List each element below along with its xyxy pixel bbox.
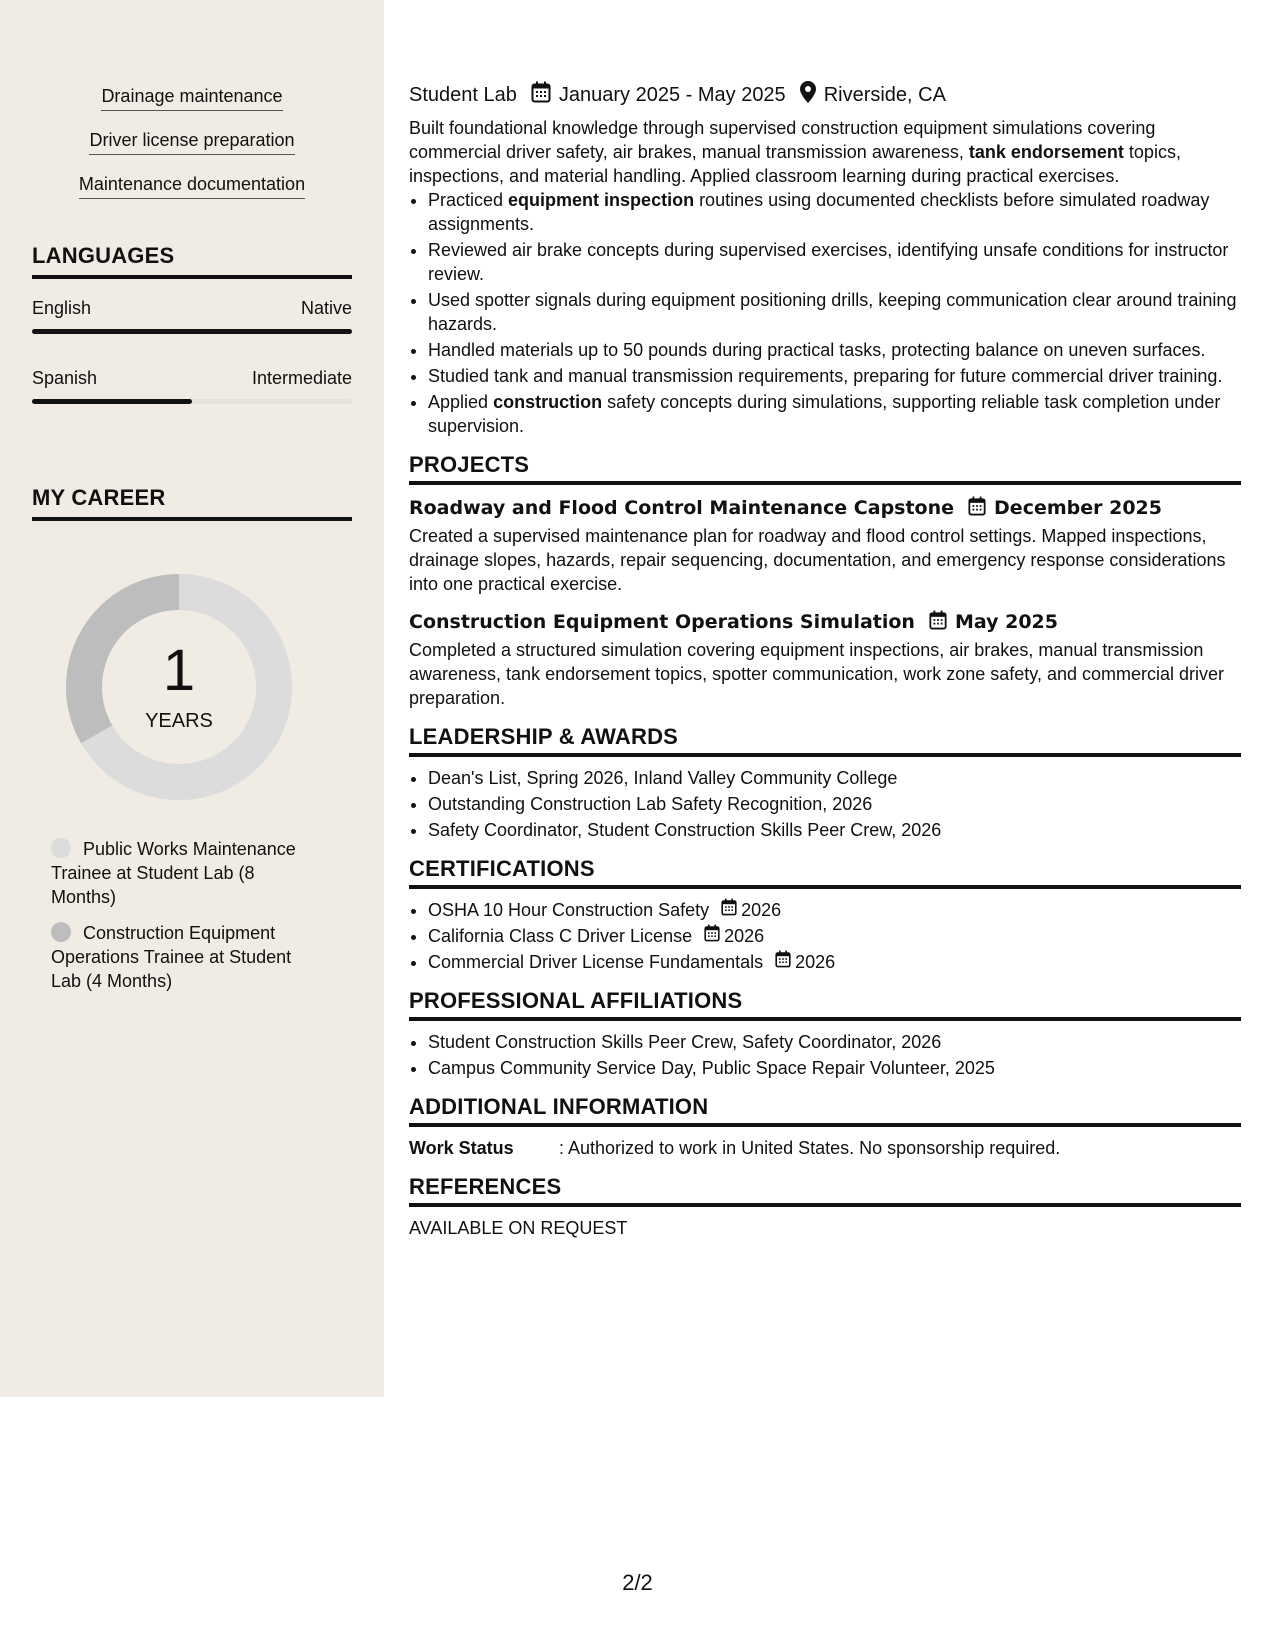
projects-heading: PROJECTS — [409, 452, 1241, 485]
career-item-text: Construction Equipment Operations Trainee at Student Lab (4 Months) — [51, 923, 292, 991]
project-header — [409, 494, 1241, 522]
career-item — [51, 921, 321, 993]
certifications-list — [409, 898, 1241, 974]
language-name: English — [32, 298, 92, 318]
experience-header — [409, 80, 1241, 110]
language-spanish — [32, 368, 352, 404]
project-date: December 2025 — [994, 497, 1162, 519]
language-proficiency-fill — [32, 329, 352, 334]
summary-text: topics, inspections, and material handling. Applied classroom learning during practical exercises. — [409, 142, 1181, 186]
experience-org: Student Lab — [409, 83, 517, 106]
list-item: • Safety Coordinator, Student Construction Skills Peer Crew, 2026 — [428, 818, 1241, 842]
list-item — [428, 950, 1241, 974]
references-heading: REFERENCES — [409, 1174, 1241, 1207]
list-item: • Used spotter signals during equipment positioning drills, keeping communication clear around training hazards. — [428, 288, 1241, 336]
summary-bold: tank endorsement — [968, 142, 1124, 162]
career-years-unit: YEARS — [145, 710, 213, 732]
language-english — [32, 298, 352, 334]
project-header — [409, 608, 1241, 636]
affiliations-heading: PROFESSIONAL AFFILIATIONS — [409, 988, 1241, 1021]
list-item: • Handled materials up to 50 pounds during practical tasks, protecting balance on uneven surfaces. — [428, 338, 1241, 362]
project-description: Created a supervised maintenance plan for roadway and flood control settings. Mapped inspections, drainage slopes, hazards, repair sequencing, documentation, and emergency response considerations into one practical exercise. — [409, 526, 1226, 594]
work-status-row — [409, 1136, 1241, 1160]
list-item: • Studied tank and manual transmission requirements, preparing for future commercial driver training. — [428, 364, 1241, 388]
work-status-label: Work Status — [409, 1138, 514, 1158]
sidebar — [0, 0, 384, 1397]
career-donut-chart — [64, 572, 294, 802]
calendar-icon — [531, 81, 551, 109]
cert-name: • California Class C Driver License — [428, 926, 693, 946]
location-pin-icon — [800, 81, 816, 109]
list-item: • Campus Community Service Day, Public Space Repair Volunteer, 2025 — [428, 1056, 1241, 1080]
career-list — [51, 837, 321, 1005]
language-proficiency-fill — [32, 399, 192, 404]
calendar-icon — [968, 496, 986, 521]
project-title: Construction Equipment Operations Simulation — [409, 611, 915, 633]
experience-bullets — [409, 188, 1241, 438]
calendar-icon — [929, 610, 947, 635]
skill-tag: Drainage maintenance — [101, 84, 282, 111]
list-item: • Outstanding Construction Lab Safety Recognition, 2026 — [428, 792, 1241, 816]
affiliations-list — [409, 1030, 1241, 1080]
references-text: AVAILABLE ON REQUEST — [409, 1218, 628, 1238]
career-heading: MY CAREER — [32, 485, 352, 521]
certifications-heading: CERTIFICATIONS — [409, 856, 1241, 889]
experience-dates: January 2025 - May 2025 — [558, 83, 786, 106]
cert-year: 2026 — [795, 952, 836, 972]
languages-heading: LANGUAGES — [32, 243, 352, 279]
career-legend-dot — [51, 922, 71, 942]
project-description: Completed a structured simulation covering equipment inspections, air brakes, manual transmission awareness, tank endorsement topics, spotter communication, work zone safety, and commercial driver preparation. — [409, 640, 1225, 708]
leadership-list — [409, 766, 1241, 842]
cert-name: • Commercial Driver License Fundamentals — [428, 952, 764, 972]
career-years-number: 1 — [162, 638, 196, 703]
page-number: 2/2 — [622, 1570, 653, 1595]
list-item: • Dean's List, Spring 2026, Inland Valley Community College — [428, 766, 1241, 790]
list-item: • Applied construction safety concepts during simulations, supporting reliable task completion under supervision. — [428, 390, 1241, 438]
calendar-icon — [704, 924, 720, 948]
cert-name: • OSHA 10 Hour Construction Safety — [428, 900, 710, 920]
list-item — [428, 924, 1241, 948]
list-item: • Reviewed air brake concepts during supervised exercises, identifying unsafe conditions for instructor review. — [428, 238, 1241, 286]
list-item: • Practiced equipment inspection routines using documented checklists before simulated roadway assignments. — [428, 188, 1241, 236]
language-proficiency-bar — [32, 329, 352, 334]
calendar-icon — [721, 898, 737, 922]
career-item-text: Public Works Maintenance Trainee at Student Lab (8 Months) — [51, 839, 296, 907]
career-item — [51, 837, 321, 909]
list-item: • Student Construction Skills Peer Crew, Safety Coordinator, 2026 — [428, 1030, 1241, 1054]
summary-text: Built foundational knowledge through supervised construction equipment simulations covering commercial driver safety, air brakes, manual transmission awareness, — [409, 118, 1156, 162]
cert-year: 2026 — [741, 900, 782, 920]
experience-summary — [409, 116, 1241, 188]
project-title: Roadway and Flood Control Maintenance Capstone — [409, 497, 955, 519]
skills-list — [32, 84, 352, 216]
career-legend-dot — [51, 838, 71, 858]
language-level: Native — [300, 298, 352, 318]
main-content — [409, 80, 1241, 1240]
skill-tag: Maintenance documentation — [79, 172, 305, 199]
experience-location: Riverside, CA — [823, 83, 946, 106]
leadership-heading: LEADERSHIP & AWARDS — [409, 724, 1241, 757]
project-date: May 2025 — [954, 611, 1058, 633]
additional-info-heading: ADDITIONAL INFORMATION — [409, 1094, 1241, 1127]
calendar-icon — [775, 950, 791, 974]
language-proficiency-bar — [32, 399, 352, 404]
list-item — [428, 898, 1241, 922]
cert-year: 2026 — [724, 926, 765, 946]
language-name: Spanish — [32, 368, 98, 388]
work-status-value: : Authorized to work in United States. No sponsorship required. — [559, 1138, 1061, 1158]
language-level: Intermediate — [251, 368, 352, 388]
skill-tag: Driver license preparation — [89, 128, 294, 155]
